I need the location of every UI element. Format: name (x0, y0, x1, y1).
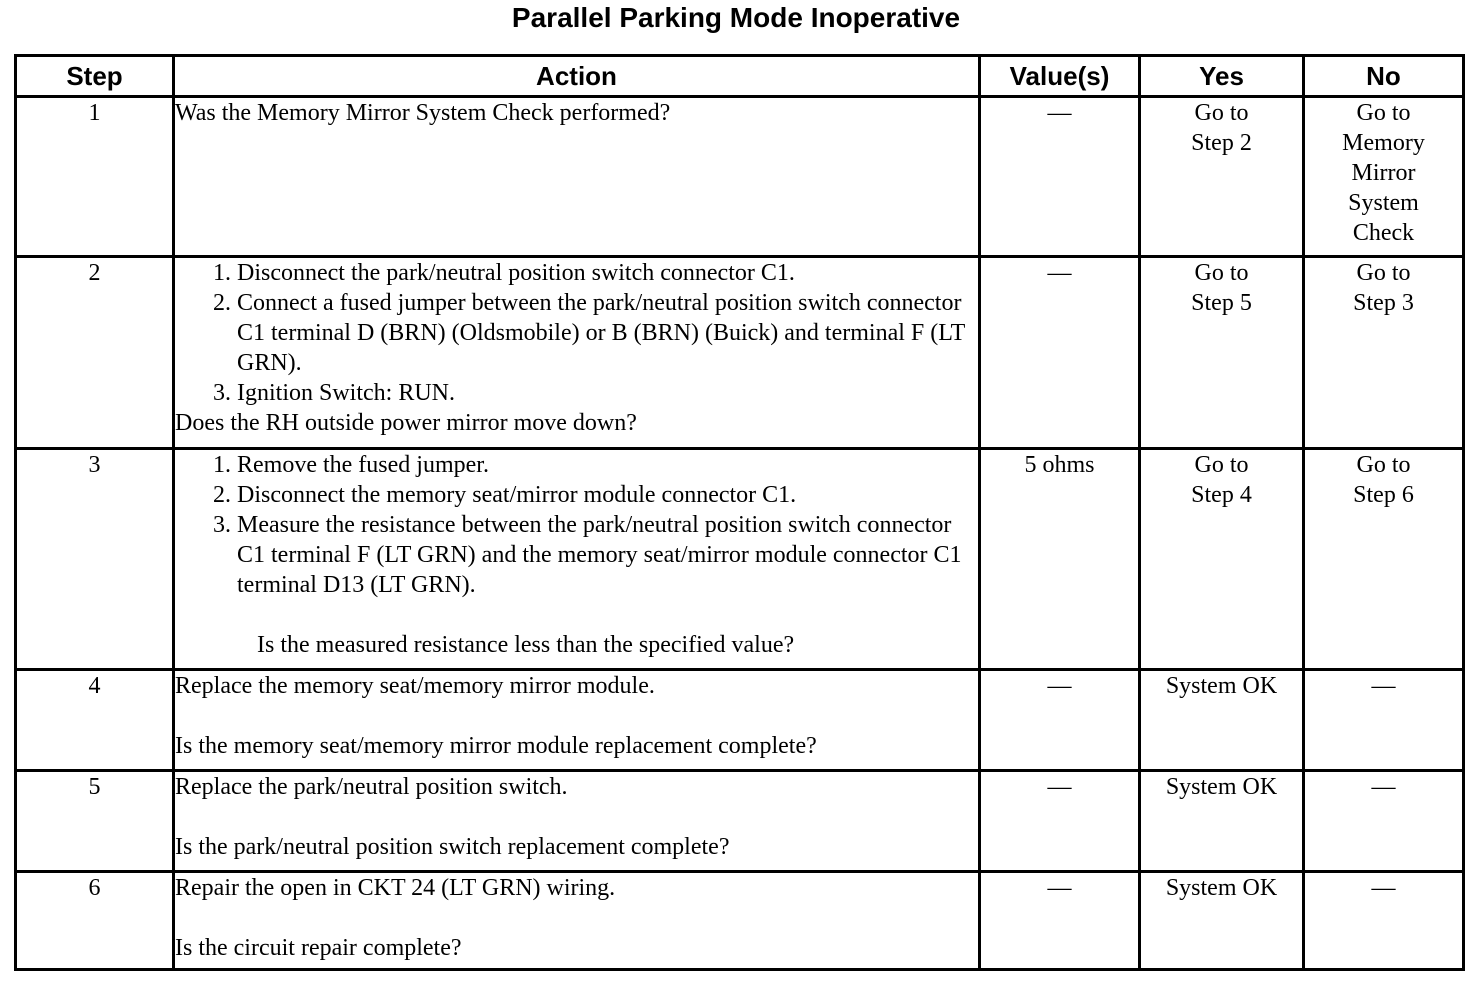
step-number: 6 (16, 871, 174, 969)
no-cell (1304, 449, 1464, 669)
action-cell (174, 669, 980, 770)
spacer (175, 802, 978, 832)
header-step: Step (16, 56, 174, 97)
header-values: Value(s) (980, 56, 1140, 97)
no-cell (1304, 257, 1464, 449)
header-yes: Yes (1140, 56, 1304, 97)
action-step: 2. Disconnect the memory seat/mirror module connector C1. (237, 480, 978, 510)
action-text: Was the Memory Mirror System Check performed? (175, 100, 671, 126)
yes-text: Go to Step 4 (1191, 452, 1252, 509)
action-question: Does the RH outside power mirror move down? (175, 410, 637, 437)
table-row (16, 449, 1464, 669)
no-text: Go to Step 6 (1353, 452, 1414, 509)
action-step: 1. Remove the fused jumper. (237, 450, 978, 480)
action-question: Is the park/neutral position switch replacement complete? (175, 833, 730, 860)
spacer (175, 903, 978, 933)
table-row (16, 97, 1464, 257)
action-question: Is the measured resistance less than the specified value? (257, 632, 795, 659)
action-cell (174, 871, 980, 969)
action-steps-list (175, 258, 978, 408)
action-step: 3. Ignition Switch: RUN. (237, 378, 978, 408)
page-title: Parallel Parking Mode Inoperative (511, 2, 961, 33)
value-cell: — (980, 97, 1140, 257)
step-number: 1 (16, 97, 174, 257)
header-no: No (1304, 56, 1464, 97)
value-cell: — (980, 871, 1140, 969)
action-cell (174, 97, 980, 257)
yes-cell (1140, 449, 1304, 669)
spacer (175, 701, 978, 731)
value-cell: — (980, 257, 1140, 449)
no-cell: — (1304, 669, 1464, 770)
table-row (16, 770, 1464, 871)
action-cell (174, 449, 980, 669)
action-text: Replace the memory seat/memory mirror module. (175, 672, 655, 699)
step-number: 4 (16, 669, 174, 770)
step-number: 5 (16, 770, 174, 871)
step-number: 3 (16, 449, 174, 669)
action-text: Repair the open in CKT 24 (LT GRN) wiring. (175, 874, 616, 901)
yes-cell: System OK (1140, 669, 1304, 770)
value-cell: 5 ohms (980, 449, 1140, 669)
no-text: Go to Memory Mirror System Check (1342, 100, 1425, 246)
no-cell: — (1304, 770, 1464, 871)
action-cell (174, 770, 980, 871)
yes-cell: System OK (1140, 770, 1304, 871)
header-row (16, 56, 1464, 97)
action-step: 1. Disconnect the park/neutral position switch connector C1. (237, 258, 978, 288)
diagnostic-table (14, 54, 1465, 971)
yes-cell (1140, 257, 1304, 449)
yes-text: Go to Step 5 (1191, 260, 1252, 317)
no-cell: — (1304, 871, 1464, 969)
step-number: 2 (16, 257, 174, 449)
table-row (16, 257, 1464, 449)
yes-cell (1140, 97, 1304, 257)
action-steps-list (175, 450, 978, 600)
action-step: 3. Measure the resistance between the park/neutral position switch connector C1 terminal F (LT GRN) and the memory seat/mirror module connector C1 terminal D13 (LT GRN). (237, 510, 978, 600)
action-step: 2. Connect a fused jumper between the park/neutral position switch connector C1 terminal D (BRN) (Oldsmobile) or B (BRN) (Buick) and terminal F (LT GRN). (237, 288, 978, 378)
table-row (16, 871, 1464, 969)
spacer (175, 600, 978, 630)
no-cell (1304, 97, 1464, 257)
table-row (16, 669, 1464, 770)
no-text: Go to Step 3 (1353, 260, 1414, 317)
yes-cell: System OK (1140, 871, 1304, 969)
yes-text: Go to Step 2 (1191, 100, 1252, 156)
action-question: Is the circuit repair complete? (175, 934, 462, 961)
header-action: Action (174, 56, 980, 97)
action-text: Replace the park/neutral position switch. (175, 773, 568, 800)
action-cell (174, 257, 980, 449)
value-cell: — (980, 770, 1140, 871)
action-question: Is the memory seat/memory mirror module replacement complete? (175, 732, 817, 759)
value-cell: — (980, 669, 1140, 770)
